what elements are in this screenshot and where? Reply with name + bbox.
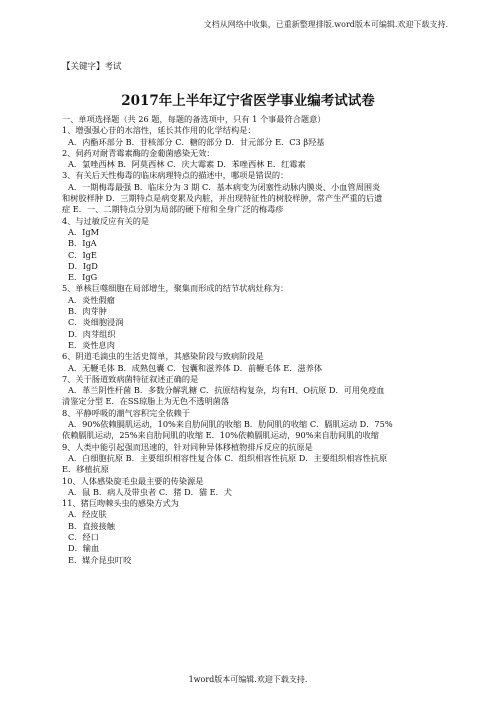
text-line: B．肉芽肿 [68, 306, 107, 317]
text-line: E．移植抗原 [62, 464, 109, 475]
text-line: A．氯唑西林 B．阿莫西林 C．庆大霉素 D．苯唑西林 E．红霉素 [68, 159, 306, 170]
text-line: E．媒介昆虫叮咬 [68, 554, 132, 565]
text-line: B．IgA [68, 238, 97, 249]
text-line: 1、增强强心苷的水溶性，延长其作用的化学结构是： [62, 125, 256, 136]
text-line: 和树胶样肿 D．三期特点是病变累及内脏，并出现特征性的树胶样肿，常产生严重的后遗 [62, 193, 383, 204]
text-line: A．90%依赖膈肌运动，10%来自肋间肌的收缩 B．肋间肌的收缩 C．膈肌运动 D．75% [68, 419, 393, 430]
text-line: A．经皮肤 [68, 509, 107, 520]
text-line: 症 E．一、二期特点分别为局部的硬下疳和全身广泛的梅毒疹 [62, 204, 284, 215]
text-line: 依赖膈肌运动，25%来自肋间肌的收缩 E．10%依赖膈肌运动，90%来自肋间肌的收缩 [62, 430, 379, 441]
text-line: A．无鞭毛体 B．成熟包囊 C．包囊和滋养体 D．前鞭毛体 E．滋养体 [68, 362, 323, 373]
text-line: 10、人体感染旋毛虫最主要的传染源是 [62, 475, 204, 486]
text-line: 7、关于肠道致病菌特征叙述正确的是 [62, 373, 199, 384]
text-line: A．鼠 B．病人及带虫者 C．猪 D．猫 E．犬 [68, 486, 232, 497]
text-line: E．炎性息肉 [68, 339, 115, 350]
text-line: A．革兰阴性杆菌 B．多数分解乳糖 C．抗原结构复杂，均有H、O抗原 D．可用免疫血 [68, 385, 385, 396]
text-line: A．一期梅毒最强 B．临床分为 3 期 C．基本病变为闭塞性动脉内膜炎、小血管周围炎 [68, 181, 381, 192]
text-line: C．IgE [68, 249, 97, 260]
text-line: D．IgD [68, 260, 98, 271]
page-title: 2017年上半年辽宁省医学事业编考试试卷 [121, 93, 375, 109]
text-line: 6、阴道毛滴虫的生活史简单，其感染阶段与致病阶段是 [62, 351, 264, 362]
text-line: C．炎细胞浸润 [68, 317, 124, 328]
exam-content [62, 114, 438, 566]
text-line: D．输血 [68, 543, 100, 554]
text-line: A．白细胞抗原 B．主要组织相容性复合体 C．组织相容性抗原 D．主要组织相容性抗原 [68, 452, 388, 463]
text-line: 2、伺药对耐青霉素酶的金葡菌感染无效： [62, 147, 215, 158]
text-line: 清鉴定分型 E．在SS琼脂上为无色不透明菌落 [62, 396, 230, 407]
text-line: A．内酯环部分 B．苷核部分 C．糖的部分 D．甘元部分 E．C3 β羟基 [68, 136, 325, 147]
text-line: 9、人类中能引起强而迅速的，针对同种异体移植物排斥反应的抗原是 [62, 441, 313, 452]
text-line: A．炎性假瘤 [68, 294, 115, 305]
keyword-line: 【关键字】考试 [62, 62, 122, 72]
text-line: 5、单核巨噬细胞在局部增生，聚集而形成的结节状病灶称为： [62, 283, 289, 294]
text-line: 11、猪巨吻棘头虫的感染方式为 [62, 498, 179, 509]
text-line: 4、与过敏反应有关的是 [62, 215, 150, 226]
text-line: 8、平静呼吸的潮气容积完全依赖于 [62, 407, 191, 418]
header-note: 文档从网络中收集，已重新整理排版.word版本可编辑.欢迎下载支持. [203, 20, 448, 29]
text-line: 一、单项选择题（共 26 题，每题的备选项中，只有 1 个事最符合题意） [62, 114, 326, 124]
text-line: B．直接接触 [68, 520, 115, 531]
text-line: 3、有关后天性梅毒的临床病理特点的描述中，哪项是错误的： [62, 170, 289, 181]
text-line: C．经口 [68, 531, 99, 542]
text-line: A．IgM [68, 226, 99, 237]
text-line: E．IgG [68, 272, 98, 283]
text-line: D．肉芽组织 [68, 328, 116, 339]
footer-note: 1word版本可编辑.欢迎下载支持. [188, 675, 308, 684]
